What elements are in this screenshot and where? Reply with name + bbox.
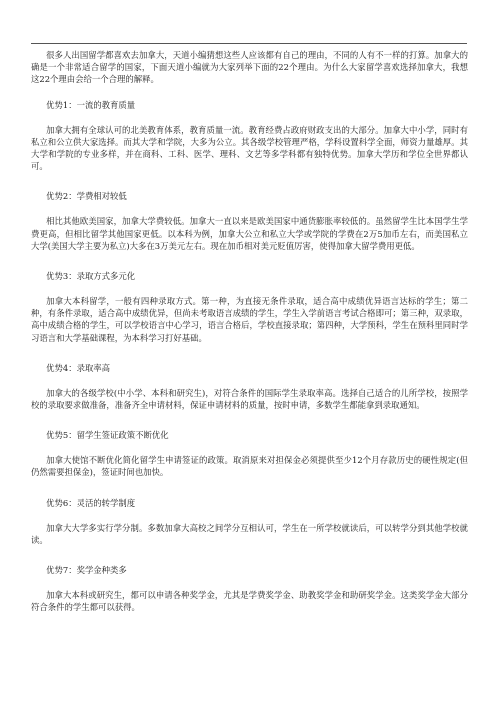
section-body-4: 加拿大的各级学校(中小学、本科和研究生)，对符合条件的国际学生录取率高。选择自己适合的儿所学校，按照学校的录取要求做准备，准备齐全申请材料，保证申请材料的质量，按时申请，多数学生都能拿到录取通知。 (31, 387, 468, 411)
section-body-5: 加拿大使馆不断优化简化留学生申请签证的政策。取消原来对担保金必须提供至少12个月存款历史的硬性规定(但仍然需要担保金)，签证时间也加快。 (31, 455, 468, 478)
section-body-3: 加拿大本科留学，一般有四种录取方式。第一种，为直接无条件录取，适合高中成绩优异语言达标的学生；第二种，有条件录取，适合高中成绩优异，但尚未考取语言成绩的学生，学生入学前语言考试合格即可；第三种，双录取，高中成绩合格的学生，可以学校语言中心学习，语言合格后，学校直接录取；第四种，大学预科，学生在预科里同时学习语言和大学基础课程，为本科学习打好基础。 (31, 296, 468, 343)
section-body-1: 加拿大拥有全球认可的北美教育体系，教育质量一流。教育经费占政府财政支出的大部分。加拿大中小学，同时有私立和公立供大家选择。而其大学和学院，大多为公立。其各级学校管理严格，学科设置科学全面，师资力量雄厚。其大学和学院的专业多样，并在商科、工科、医学、理科、文艺等多学科都有独特优势。加拿大学历和学位全世界都认可。 (31, 124, 468, 172)
section-heading-5: 优势5：留学生签证政策不断优化 (46, 430, 169, 441)
document-body (31, 49, 468, 613)
section-heading-2: 优势2：学费相对较低 (46, 191, 127, 202)
intro-paragraph: 很多人出国留学都喜欢去加拿大，天道小编猜想这些人应该都有自己的理由，不同的人有不一样的打算。加拿大的确是一个非常适合留学的国家，下面天道小编就为大家列举下面的22个理由。为什么大家留学喜欢选择加拿大，我想这22个理由会给一个合理的解释。 (31, 50, 468, 85)
section-heading-7: 优势7：奖学金种类多 (46, 565, 127, 576)
section-heading-6: 优势6：灵活的转学制度 (46, 497, 136, 508)
section-heading-3: 优势3：录取方式多元化 (46, 271, 136, 282)
header-rule (31, 43, 467, 44)
section-body-2: 相比其他欧美国家，加拿大学费较低。加拿大一直以来是欧美国家中通货膨胀率较低的。虽然留学生比本国学生学费更高，但相比留学其他国家更低。以本科为例，加拿大公立和私立大学或学院的学费在2万5加币左右，而美国私立大学(美国大学主要为私立)大多在3万美元左右。现在加币相对美元贬值厉害，使得加拿大留学费用更低。 (31, 216, 468, 251)
section-heading-4: 优势4：录取率高 (46, 362, 111, 373)
section-body-7: 加拿大本科或研究生，都可以申请各种奖学金，尤其是学费奖学金、助教奖学金和助研奖学金。这类奖学金大部分符合条件的学生都可以获得。 (31, 590, 468, 613)
section-body-6: 加拿大大学多实行学分制。多数加拿大高校之间学分互相认可，学生在一所学校就读后，可以转学分到其他学校就读。 (31, 522, 468, 545)
section-heading-1: 优势1：一流的教育质量 (46, 99, 136, 110)
